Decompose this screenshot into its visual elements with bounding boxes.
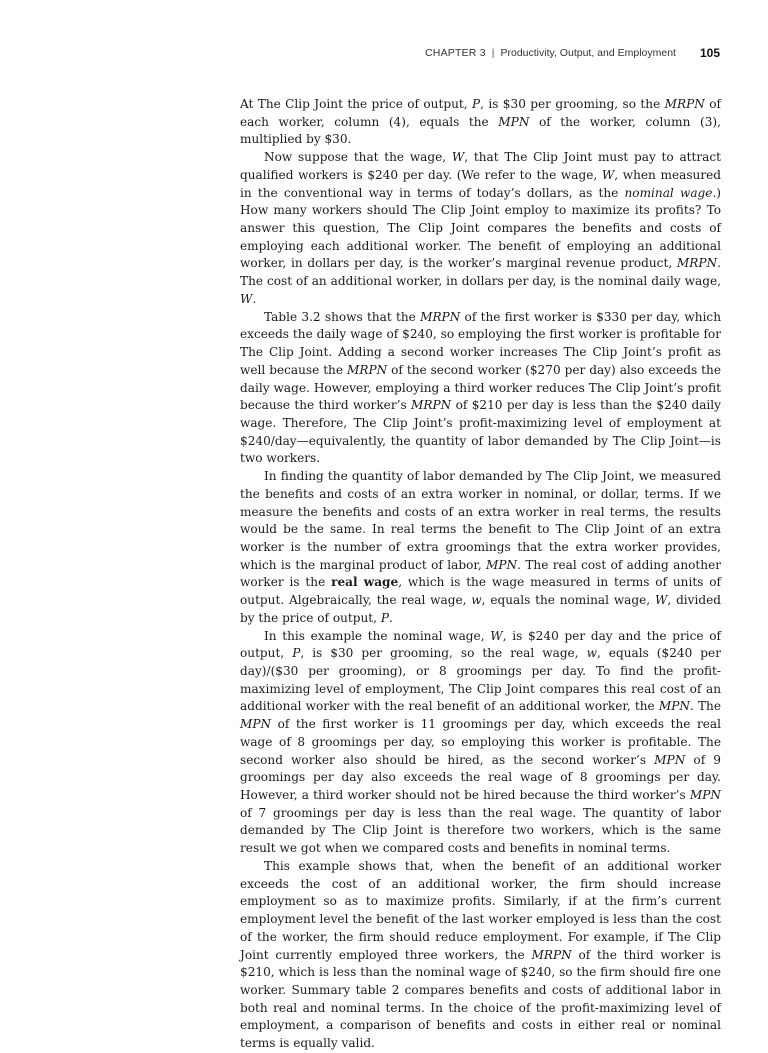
chapter-title: Productivity, Output, and Employment: [500, 47, 676, 59]
body-text: [240, 96, 721, 1053]
paragraph: In this example the nominal wage, W, is $240 per day and the price of output, P, is $30 per grooming, so the real wage, w, equals ($240 per day)/($30 per grooming), or 8 groomings per day. To find the profit-maximizing level of employment, The Clip Joint compares this real cost of an additional worker with the real benefit of an additional worker, the MPN. The MPN of the first worker is 11 groomings per day, which exceeds the real wage of 8 groomings per day, so employing this worker is profitable. The second worker also should be hired, as the second worker’s MPN of 9 groomings per day also exceeds the real wage of 8 groomings per day. However, a third worker should not be hired because the third worker’s MPN of 7 groomings per day is less than the real wage. The quantity of labor demanded by The Clip Joint is therefore two workers, which is the same result we got when we compared costs and benefits in nominal terms.: [240, 628, 721, 856]
paragraph: This example shows that, when the benefit of an additional worker exceeds the cost of an additional worker, the firm should increase employment so as to maximize profits. Similarly, if at the firm’s current employment level the benefit of the last worker employed is less than the cost of the worker, the firm should reduce employment. For example, if The Clip Joint currently employed three workers, the MRPN of the third worker is $210, which is less than the nominal wage of $240, so the firm should fire one worker. Summary table 2 compares benefits and costs of additional labor in both real and nominal terms. In the choice of the profit-maximizing level of employment, a comparison of benefits and costs in either real or nominal terms is equally valid.: [240, 858, 721, 1051]
paragraph: At The Clip Joint the price of output, P, is $30 per grooming, so the MRPN of each worker, column (4), equals the MPN of the worker, column (3), multiplied by $30.: [240, 97, 721, 147]
chapter-label: CHAPTER 3: [425, 47, 486, 59]
page-number: 105: [699, 46, 720, 60]
paragraph: Now suppose that the wage, W, that The Clip Joint must pay to attract qualified workers is $240 per day. (We refer to the wage, W, when measured in the conventional way in terms of today’s dollars, as the nominal wage.) How many workers should The Clip Joint employ to maximize its profits? To answer this question, The Clip Joint compares the benefits and costs of employing each additional worker. The benefit of employing an additional worker, in dollars per day, is the worker’s marginal revenue product, MRPN. The cost of an additional worker, in dollars per day, is the nominal daily wage, W.: [240, 150, 722, 306]
header-separator: |: [491, 47, 495, 59]
running-header: [425, 46, 720, 60]
paragraph: Table 3.2 shows that the MRPN of the first worker is $330 per day, which exceeds the daily wage of $240, so employing the first worker is profitable for The Clip Joint. Adding a second worker increases The Clip Joint’s profit as well because the MRPN of the second worker ($270 per day) also exceeds the daily wage. However, employing a third worker reduces The Clip Joint’s profit because the third worker’s MRPN of $210 per day is less than the $240 daily wage. Therefore, The Clip Joint’s profit-maximizing level of employment at $240/day—equivalently, the quantity of labor demanded by The Clip Joint—is two workers.: [240, 309, 721, 466]
paragraph: In finding the quantity of labor demanded by The Clip Joint, we measured the benefits and costs of an extra worker in nominal, or dollar, terms. If we measure the benefits and costs of an extra worker in real terms, the results would be the same. In real terms the benefit to The Clip Joint of an extra worker is the number of extra groomings that the extra worker provides, which is the marginal product of labor, MPN. The real cost of adding another worker is the real wage, which is the wage measured in terms of units of output. Algebraically, the real wage, w, equals the nominal wage, W, divided by the price of output, P.: [240, 469, 722, 625]
